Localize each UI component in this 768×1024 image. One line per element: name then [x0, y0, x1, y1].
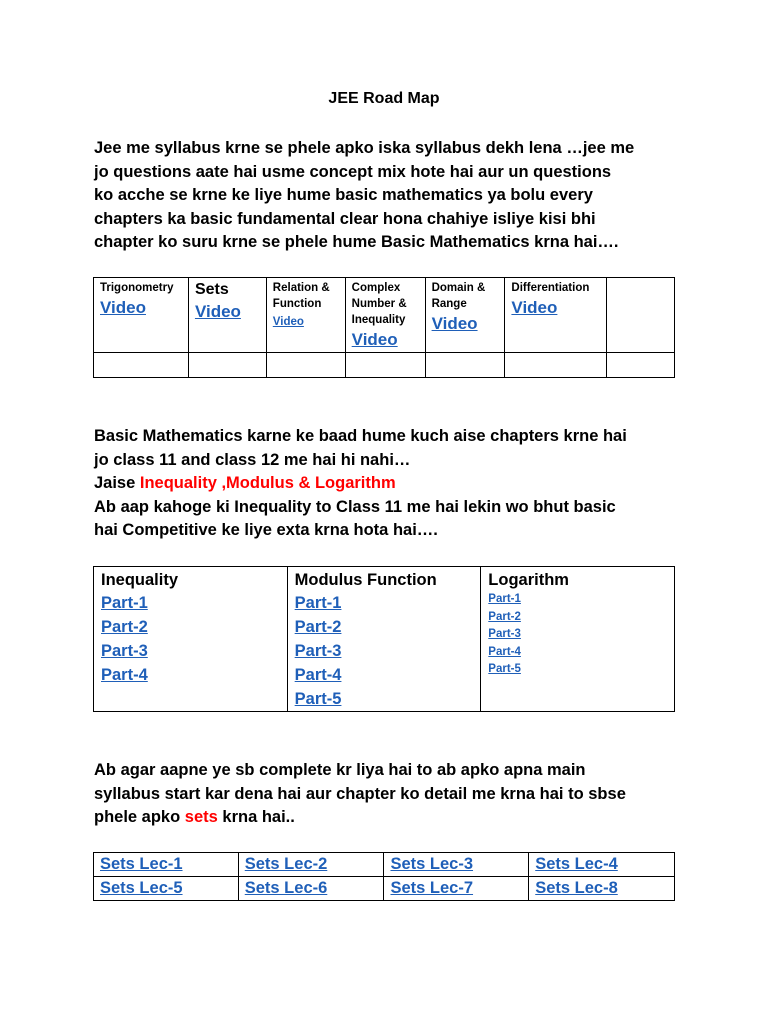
logarithm-part-link[interactable]: Part-3	[488, 628, 521, 640]
topics-table	[93, 566, 675, 712]
topics-row	[94, 567, 675, 712]
sets-video-link[interactable]: Video	[194, 302, 241, 321]
logarithm-part-link[interactable]: Part-2	[488, 610, 521, 623]
modulus-part-link[interactable]: Part-3	[294, 642, 342, 660]
logarithm-column	[481, 567, 675, 712]
sets-lecture-link[interactable]: Sets Lec-6	[244, 879, 328, 897]
domain-range-video-link[interactable]: Video	[431, 314, 478, 333]
intro-paragraph	[94, 137, 694, 255]
sets-lectures-table	[93, 852, 675, 901]
intro-line: jo questions aate hai usme concept mix hote hai aur un questions	[94, 162, 612, 181]
modulus-part-link[interactable]: Part-4	[294, 666, 342, 684]
basic-cell-differentiation: Differentiation Video	[505, 278, 607, 353]
trigonometry-video-link[interactable]: Video	[100, 298, 146, 317]
modulus-column	[287, 567, 481, 712]
basic-cell-domain-range: Domain & Range Video	[425, 278, 505, 353]
highlight-sets: sets	[184, 808, 218, 826]
inequality-part-link[interactable]: Part-2	[101, 618, 148, 636]
relation-function-video-link[interactable]: Video	[272, 316, 304, 328]
basic-cell-complex-number: Complex Number & Inequality Video	[345, 278, 425, 353]
sets-row	[94, 877, 675, 901]
basic-table-row	[94, 278, 675, 353]
section2-paragraph: Basic Mathematics karne ke baad hume kuch aise chapters krne hai jo class 11 and class 12 me hai hi nahi… Jaise Inequality ,Modulus & Logarithm Ab aap kahoge ki Inequality to Class 11 me hai lekin wo bhut basic hai Competitive ke liye exta krna hota hai….	[94, 427, 627, 539]
modulus-part-link[interactable]: Part-1	[294, 594, 342, 612]
page-title: JEE Road Map	[328, 90, 440, 107]
inequality-part-link[interactable]: Part-1	[101, 594, 148, 612]
section3-paragraph: Ab agar aapne ye sb complete kr liya hai to ab apko apna main syllabus start kar dena hai aur chapter ko detail me krna hai to sbse phele apko sets krna hai..	[94, 761, 626, 826]
sets-lecture-link[interactable]: Sets Lec-7	[390, 879, 474, 897]
basic-cell-sets: Sets Video	[188, 278, 266, 353]
sets-lecture-link[interactable]: Sets Lec-4	[535, 855, 618, 873]
sets-row	[94, 853, 675, 877]
basic-math-table	[93, 277, 675, 378]
inequality-part-link[interactable]: Part-3	[101, 642, 148, 660]
intro-line: chapter ko suru krne se phele hume Basic Mathematics krna hai….	[94, 233, 619, 251]
differentiation-video-link[interactable]: Video	[511, 298, 558, 317]
intro-line: ko acche se krne ke liye hume basic mathematics ya bolu every	[94, 186, 593, 204]
inequality-part-link[interactable]: Part-4	[101, 666, 148, 684]
complex-number-video-link[interactable]: Video	[351, 330, 398, 349]
modulus-part-link[interactable]: Part-2	[294, 618, 342, 636]
highlight-topics: Inequality ,Modulus & Logarithm	[139, 474, 396, 492]
basic-table-row-empty	[94, 353, 675, 378]
sets-lecture-link[interactable]: Sets Lec-3	[390, 855, 474, 873]
sets-lecture-link[interactable]: Sets Lec-5	[100, 879, 183, 897]
logarithm-part-link[interactable]: Part-1	[488, 593, 521, 605]
logarithm-part-link[interactable]: Part-4	[488, 645, 521, 658]
basic-cell-empty	[607, 278, 675, 353]
inequality-column	[94, 567, 288, 712]
intro-line: chapters ka basic fundamental clear hona chahiye isliye kisi bhi	[94, 209, 596, 228]
intro-line: Jee me syllabus krne se phele apko iska syllabus dekh lena …jee me	[94, 139, 635, 157]
sets-lecture-link[interactable]: Sets Lec-8	[535, 879, 618, 897]
logarithm-part-link[interactable]: Part-5	[488, 663, 521, 675]
logarithm-header: Logarithm	[488, 571, 569, 589]
inequality-header: Inequality	[101, 571, 179, 589]
modulus-part-link[interactable]: Part-5	[294, 690, 342, 708]
basic-cell-trigonometry: Trigonometry Video	[94, 278, 189, 353]
sets-lecture-link[interactable]: Sets Lec-2	[244, 855, 328, 873]
sets-lecture-link[interactable]: Sets Lec-1	[100, 855, 183, 873]
modulus-header: Modulus Function	[294, 571, 437, 589]
basic-cell-relation-function: Relation & Function Video	[266, 278, 345, 353]
